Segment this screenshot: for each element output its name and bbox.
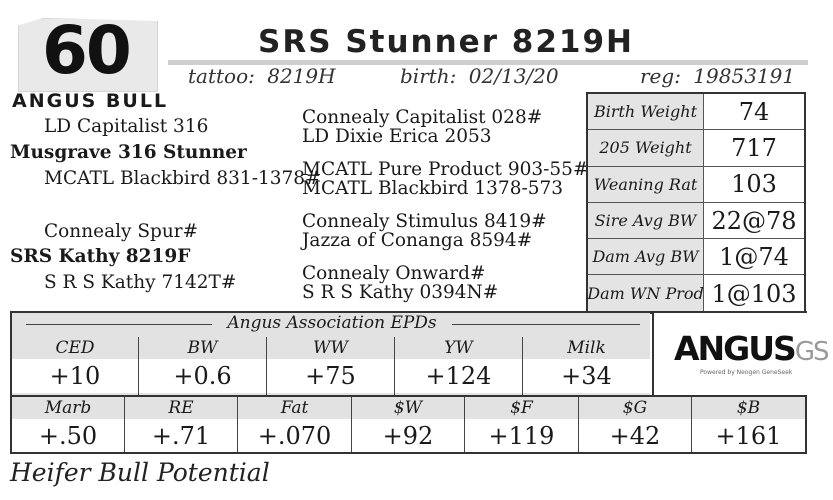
epd-cell [395,337,523,395]
birth-label: birth: [400,64,457,88]
epd-row-2 [12,397,805,452]
epd-cell [692,397,805,452]
epd-label: Marb [44,398,92,418]
epd-cell [139,337,267,395]
logo-tagline: Powered by Neogen GeneSeek [700,369,793,376]
epd-value: +75 [267,359,394,393]
epd-label: Milk [567,338,606,358]
performance-stats-table [586,92,806,314]
birth-info [400,64,559,88]
pedigree-sire-sire: LD Capitalist 316 [44,116,209,137]
epd-cell [523,337,650,395]
pedigree-sire-dam: MCATL Blackbird 831-1378# [44,168,321,189]
stat-label: Dam Avg BW [588,239,704,274]
epd-cell [125,397,238,452]
epd-value: +0.6 [139,359,266,393]
epd-cell [579,397,692,452]
epd-value: +34 [523,359,650,393]
logo-wordmark [674,329,827,368]
reg-value: 19853191 [693,64,796,88]
epd-label: RE [168,398,194,418]
stat-label: Dam WN Prod [588,275,704,311]
tattoo-value: 8219H [267,64,336,88]
pedigree-dam-dam: S R S Kathy 7142T# [44,272,237,293]
epd-label: YW [444,338,473,358]
reg-info [640,64,795,88]
epd-value: +92 [352,419,464,452]
epd-value: +.71 [125,419,237,452]
pedigree-sd-dam: MCATL Blackbird 1378-573 [302,178,564,199]
logo-suffix-text: GS [794,337,828,367]
epd-label: Fat [280,398,309,418]
epd-value: +124 [395,359,522,393]
epd-panel [10,311,828,454]
epd-label: WW [313,338,348,358]
footer-note: Heifer Bull Potential [10,458,270,487]
stat-label: Weaning Rat [588,167,704,202]
pedigree-ds-sire: Connealy Stimulus 8419# [302,211,547,232]
pedigree-dd-sire: Connealy Onward# [302,263,486,284]
stat-value: 1@74 [719,242,789,271]
stat-row [588,130,804,166]
stat-row [588,167,804,203]
pedigree-sd-sire: MCATL Pure Product 903-55# [302,159,589,180]
stat-row [588,203,804,239]
epd-cell [352,397,465,452]
lot-badge [14,12,164,92]
epd-value: +161 [692,419,805,452]
epd-cell [465,397,579,452]
pedigree-dam: SRS Kathy 8219F [10,246,191,267]
animal-name: SRS Stunner 8219H [258,24,634,60]
stat-value: 22@78 [711,206,797,235]
epd-cell [12,397,125,452]
pedigree-ss-sire: Connealy Capitalist 028# [302,107,543,128]
pedigree-sire: Musgrave 316 Stunner [10,142,247,163]
pedigree-dam-sire: Connealy Spur# [44,221,199,242]
tattoo-info [188,64,336,88]
stat-row [588,94,804,130]
logo-main-text: ANGUS [674,329,795,368]
epd-label: CED [55,338,95,358]
epd-label: $G [622,398,648,418]
stat-label: Birth Weight [588,94,704,129]
stat-value: 74 [738,97,770,126]
reg-label: reg: [640,64,681,88]
epd-value: +42 [579,419,691,452]
stat-value: 717 [731,133,777,162]
stat-row [588,275,804,311]
epd-label: $B [736,398,761,418]
epd-value: +10 [12,359,138,393]
epd-label: $F [510,398,533,418]
tattoo-label: tattoo: [188,64,255,88]
epd-row-1 [12,337,650,395]
birth-value: 02/13/20 [468,64,559,88]
angus-gs-logo [652,313,828,395]
epd-value: +.50 [12,419,124,452]
epd-value: +119 [465,419,578,452]
stat-value: 103 [731,170,777,199]
epd-cell [238,397,352,452]
stat-value: 1@103 [711,279,797,308]
stat-row [588,239,804,275]
epd-cell [12,337,139,395]
epd-cell [267,337,395,395]
epd-label: $W [393,398,423,418]
stat-label: 205 Weight [588,130,704,165]
epd-value: +.070 [238,419,351,452]
epd-label: BW [187,338,218,358]
pedigree-ss-dam: LD Dixie Erica 2053 [302,126,492,147]
pedigree-ds-dam: Jazza of Conanga 8594# [302,230,533,251]
pedigree-dd-dam: S R S Kathy 0394N# [302,282,499,303]
lot-number: 60 [42,12,130,89]
epd-header: Angus Association EPDs [212,313,452,333]
animal-category: ANGUS BULL [12,90,169,112]
epd-upper-section [12,313,650,395]
stat-label: Sire Avg BW [588,203,704,238]
